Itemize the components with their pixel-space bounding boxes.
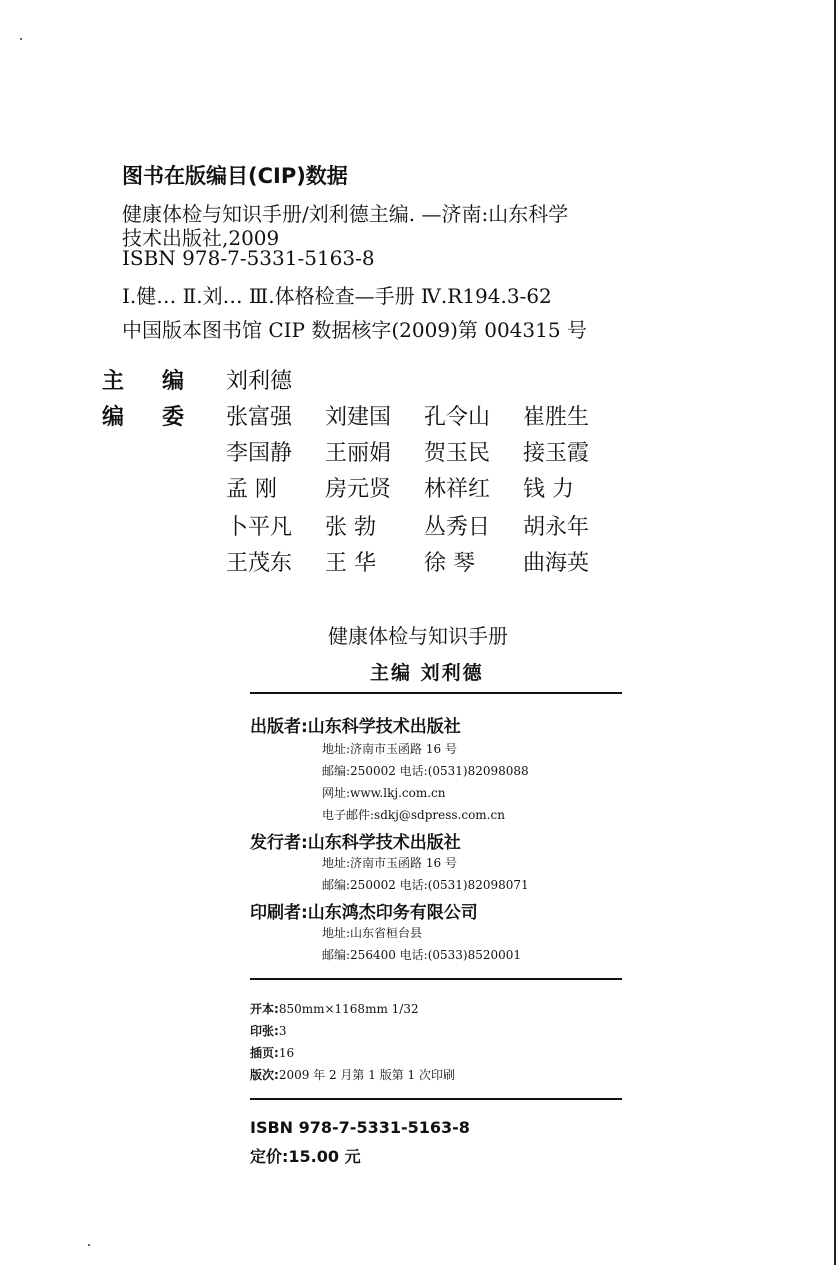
committee-member: 卜平凡 [226, 515, 293, 540]
divider [250, 978, 622, 980]
publisher-email: 电子邮件:sdkj@sdpress.com.cn [322, 808, 505, 822]
publisher-postcode-phone: 邮编:250002 电话:(0531)82098088 [322, 764, 529, 778]
cip-line-1: 健康体检与知识手册/刘利德主编. —济南:山东科学 [122, 202, 569, 226]
committee-member: 王 华 [325, 551, 376, 576]
distributor-head: 发行者:山东科学技术出版社 [250, 833, 461, 853]
scan-speck [20, 38, 22, 40]
cip-isbn: ISBN 978-7-5331-5163-8 [122, 246, 375, 270]
committee-member: 王丽娟 [325, 441, 392, 466]
printer-head: 印刷者:山东鸿杰印务有限公司 [250, 903, 478, 923]
spec-edition [250, 1066, 455, 1083]
committee-member: 林祥红 [424, 477, 491, 502]
publisher-address: 地址:济南市玉函路 16 号 [322, 742, 457, 756]
footer-isbn: ISBN 978-7-5331-5163-8 [250, 1118, 470, 1137]
cip-number: 中国版本图书馆 CIP 数据核字(2009)第 004315 号 [122, 318, 587, 342]
distributor-address: 地址:济南市玉函路 16 号 [322, 856, 457, 870]
spec-plates-label: 插页: [250, 1046, 279, 1060]
footer-price: 定价:15.00 元 [250, 1147, 361, 1166]
page-edge-rule [834, 0, 836, 1265]
printer-address: 地址:山东省桓台县 [322, 926, 423, 940]
committee-member: 曲海英 [523, 551, 590, 576]
committee-member: 王茂东 [226, 551, 293, 576]
committee-row [226, 436, 622, 467]
spec-format [250, 1000, 419, 1017]
committee-member: 房元贤 [325, 477, 392, 502]
cip-title: 图书在版编目(CIP)数据 [122, 164, 348, 188]
committee-member: 贺玉民 [424, 441, 491, 466]
spec-sheets [250, 1022, 286, 1039]
committee-member: 张 勃 [325, 515, 376, 540]
committee-member: 丛秀日 [424, 515, 491, 540]
spec-sheets-value: 3 [278, 1024, 287, 1038]
chief-editor-label: 主编 [102, 369, 223, 394]
cip-line-2: 技术出版社,2009 [122, 226, 280, 250]
committee-member: 崔胜生 [523, 405, 590, 430]
committee-member: 孟 刚 [226, 477, 277, 502]
spec-edition-label: 版次: [250, 1068, 279, 1082]
spec-edition-value: 2009 年 2 月第 1 版第 1 次印刷 [278, 1068, 455, 1082]
distributor-postcode-phone: 邮编:250002 电话:(0531)82098071 [322, 878, 529, 892]
committee-row [226, 546, 622, 577]
spec-plates-value: 16 [278, 1046, 295, 1060]
cip-classification: Ⅰ.健… Ⅱ.刘… Ⅲ.体格检查—手册 Ⅳ.R194.3-62 [122, 284, 552, 308]
committee-member: 李国静 [226, 441, 293, 466]
committee-row [226, 472, 622, 503]
publisher-head: 出版者:山东科学技术出版社 [250, 717, 461, 737]
printer-postcode-phone: 邮编:256400 电话:(0533)8520001 [322, 948, 522, 962]
book-chief-editor: 主编 刘利德 [370, 662, 484, 684]
committee-member: 刘建国 [325, 405, 392, 430]
divider [250, 1098, 622, 1100]
publisher-website: 网址:www.lkj.com.cn [322, 786, 446, 800]
spec-sheets-label: 印张: [250, 1024, 279, 1038]
committee-member: 张富强 [226, 405, 293, 430]
committee-member: 徐 琴 [424, 551, 475, 576]
divider [250, 692, 622, 694]
committee-member: 接玉霞 [523, 441, 590, 466]
spec-plates [250, 1044, 294, 1061]
committee-row [226, 400, 622, 431]
book-title: 健康体检与知识手册 [328, 624, 508, 648]
chief-editor-name: 刘利德 [226, 369, 293, 394]
committee-member: 孔令山 [424, 405, 491, 430]
committee-member: 钱 力 [523, 477, 574, 502]
spec-format-label: 开本: [250, 1002, 279, 1016]
scan-speck [88, 1244, 90, 1246]
committee-member: 胡永年 [523, 515, 590, 540]
committee-row [226, 510, 622, 541]
spec-format-value: 850mm×1168mm 1/32 [278, 1002, 419, 1016]
committee-label: 编委 [102, 405, 223, 430]
